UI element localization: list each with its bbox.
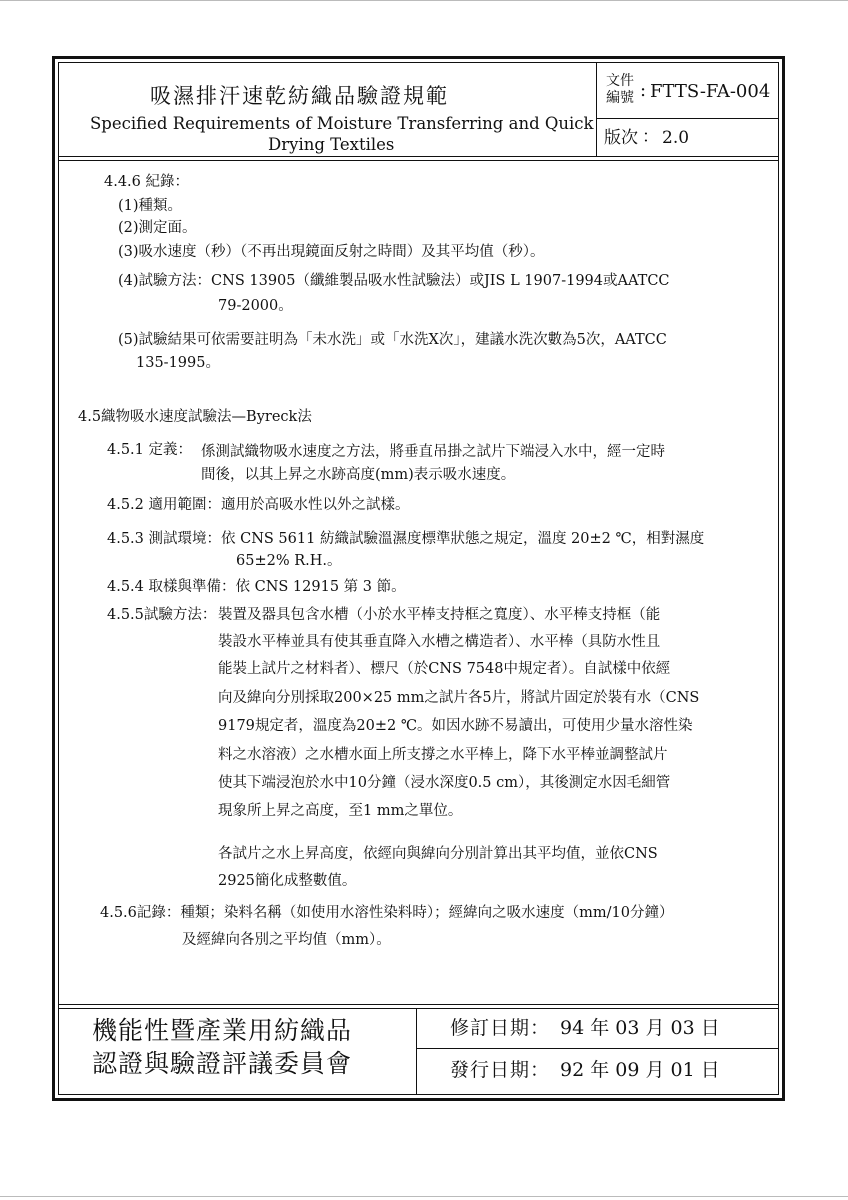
definition-text: 間後，以其上昇之水跡高度(mm)表示吸水速度。: [201, 467, 516, 483]
header-bottom-rule: [58, 156, 779, 157]
header-divider: [596, 62, 597, 157]
sampling-text: 4.5.4 取樣與準備：依 CNS 12915 第 3 節。: [107, 579, 406, 595]
header-bottom-rule: [58, 160, 779, 161]
version-value: 2.0: [662, 128, 690, 148]
record-item-cont: 79-2000。: [218, 298, 293, 314]
issued-date-label: 發行日期：: [450, 1059, 551, 1081]
definition-text: 係測試織物吸水速度之方法，將垂直吊掛之試片下端浸入水中，經一定時: [201, 444, 665, 460]
footer-divider-h: [416, 1048, 779, 1049]
committee-name: 機能性暨產業用紡織品: [92, 1016, 353, 1045]
document-title-zh: 吸濕排汗速乾紡織品驗證規範: [150, 84, 449, 108]
method-paragraph-2: 2925簡化成整數值。: [218, 873, 357, 889]
revised-date: 94 年 03 月 03 日: [560, 1017, 720, 1039]
version-label: 版次: [604, 128, 638, 148]
footer-top-rule: [58, 1004, 779, 1005]
definition-label: 4.5.1 定義：: [107, 442, 193, 458]
scan-edge-line: [0, 1196, 848, 1197]
doc-number-label: 文件: [606, 73, 634, 89]
section-heading: 4.5織物吸水速度試驗法—Byreck法: [78, 409, 312, 425]
record-item: (5)試驗結果可依需要註明為「未水洗」或「水洗X次」，建議水洗次數為5次，AATCC: [118, 332, 667, 348]
method-label: 4.5.5試驗方法：: [107, 607, 217, 623]
record-text-cont: 及經緯向各別之平均值（mm）。: [182, 932, 391, 948]
record-item: (2)測定面。: [118, 220, 197, 236]
record-text: 4.5.6記錄：種類；染料名稱（如使用水溶性染料時）；經緯向之吸水速度（mm/10分鐘）: [100, 905, 674, 921]
footer-divider: [416, 1008, 417, 1095]
method-text: 使其下端浸泡於水中10分鐘（浸水深度0.5 cm），其後測定水因毛細管: [218, 775, 671, 791]
record-item: (3)吸水速度（秒）（不再出現鏡面反射之時間）及其平均值（秒）。: [118, 244, 545, 260]
method-text: 能裝上試片之材料者）、標尺（於CNS 7548中規定者）。自試樣中依經: [218, 661, 671, 677]
doc-number-label: 編號: [606, 90, 634, 106]
method-text: 向及緯向分別採取200×25 mm之試片各5片，將試片固定於裝有水（CNS: [218, 690, 700, 706]
method-text: 裝設水平棒並具有使其垂直降入水槽之構造者）、水平棒（具防水性且: [218, 634, 661, 650]
document-title-en-line2: Drying Textiles: [268, 135, 395, 154]
method-text: 9179規定者，溫度為20±2 ℃。如因水跡不易讀出，可使用少量水溶性染: [218, 718, 693, 734]
issued-date: 92 年 09 月 01 日: [560, 1059, 720, 1081]
scan-edge-line: [0, 0, 848, 1]
record-item: (1)種類。: [118, 198, 183, 214]
method-paragraph-2: 各試片之水上昇高度，依經向與緯向分別計算出其平均值，並依CNS: [218, 846, 658, 862]
document-title-en: Specified Requirements of Moisture Transferring and Quick: [90, 114, 594, 133]
header-divider-h: [596, 118, 779, 119]
footer-top-rule: [58, 1008, 779, 1009]
method-text: 料之水溶液）之水槽水面上所支撐之水平棒上，降下水平棒並調整試片: [218, 747, 668, 763]
committee-name: 認證與驗證評議委員會: [92, 1049, 353, 1078]
method-text: 現象所上昇之高度，至1 mm之單位。: [218, 803, 463, 819]
scope-text: 4.5.2 適用範圍：適用於高吸水性以外之試樣。: [107, 497, 410, 513]
record-item: (4)試驗方法：CNS 13905（纖維製品吸水性試驗法）或JIS L 1907-1994或AATCC: [118, 273, 670, 289]
section-heading: 4.4.6 紀錄：: [104, 174, 190, 190]
revised-date-label: 修訂日期：: [450, 1017, 551, 1039]
version-colon: ：: [642, 127, 659, 147]
environment-text-cont: 65±2% R.H.。: [236, 553, 342, 569]
record-item-cont: 135-1995。: [136, 355, 220, 371]
environment-text: 4.5.3 測試環境：依 CNS 5611 紡織試驗溫濕度標準狀態之規定，溫度 20±2 ℃，相對濕度: [107, 531, 705, 547]
doc-number-value: FTTS-FA-004: [650, 81, 771, 102]
doc-number-colon: :: [640, 80, 647, 101]
method-text: 裝置及器具包含水槽（小於水平棒支持框之寬度）、水平棒支持框（能: [218, 607, 661, 623]
